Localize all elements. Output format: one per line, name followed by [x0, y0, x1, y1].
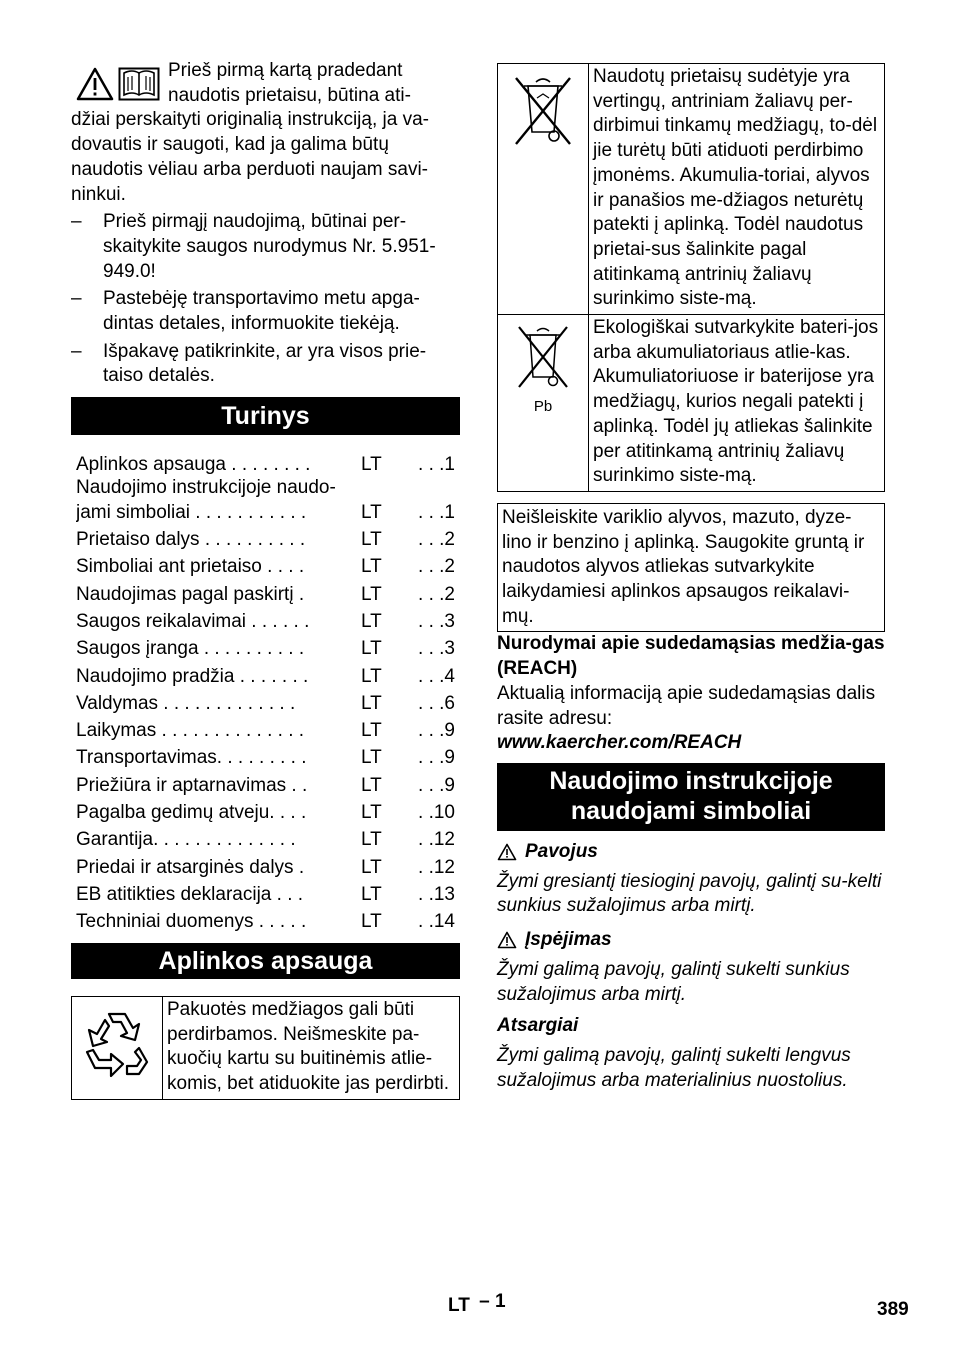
toc-lang: LT [361, 856, 382, 878]
toc-lang: LT [361, 665, 382, 687]
toc-row[interactable] [71, 880, 460, 907]
toc-title: Transportavimas. . . . . . . . . [76, 747, 307, 769]
reach-heading: Nurodymai apie sudedamąsias medžia-gas (REACH) [497, 633, 885, 680]
toc-title: Prietaiso dalys . . . . . . . . . . [76, 529, 306, 551]
toc-page: . . .2 [418, 583, 455, 605]
toc-title: Garantija. . . . . . . . . . . . . . [76, 829, 296, 851]
intro-line2: naudotis prietaisu, būtina ati- [168, 84, 411, 106]
symbols-heading-line1: Naudojimo instrukcijoje [549, 766, 833, 795]
toc-title: Naudojimas pagal paskirtį . [76, 583, 305, 605]
toc-title-line2: jami simboliai . . . . . . . . . . . [76, 501, 307, 523]
toc-row[interactable] [71, 662, 460, 689]
battery-text: Ekologiškai sutvarkykite bateri-jos arba akumuliatoriaus atlie-kas. Akumuliatoriuose ir baterijose yra medžiagų, kurios negali patekti į aplinką. Todėl jų atliekas šalinkite per atitinkamą antrinių žaliavų surinkimo siste-mą. [589, 315, 885, 492]
intro [71, 59, 460, 207]
crossed-bin-battery-icon [513, 323, 573, 391]
dash: – [71, 340, 82, 362]
toc-title: Simboliai ant prietaiso . . . . [76, 556, 305, 578]
intro-line1: Prieš pirmą kartą pradedant [168, 60, 403, 81]
old-devices-text: Naudotų prietaisų sudėtyje yra vertingų, antriniam žaliavų per-dirbimui tinkamų medžiagų, to-dėl jie turėtų būti atiduoti perdirbimo įmonėms. Akumulia-toriai, alyvos ir panašios me-džiagos neturėtų patekti į aplinką. Todėl naudotus prietai-sus šalinkite pagal atitinkamą antrinių žaliavų surinkimo siste-mą. [589, 64, 885, 315]
bullet-item [71, 340, 460, 389]
toc-row[interactable] [71, 798, 460, 825]
symbols-heading-line2: naudojami simboliai [570, 796, 812, 825]
manual-book-icon [118, 67, 160, 101]
warning-heading [497, 928, 885, 953]
toc-page: . .12 [418, 856, 455, 878]
oil-notice: Neišleiskite variklio alyvos, mazuto, dyze-lino ir benzino į aplinką. Saugokite gruntą ir naudotos alyvos atliekas sutvarkykite laikydamiesi aplinkos apsaugos reikalavi-mų. [497, 503, 885, 633]
toc-page: . . .2 [418, 529, 455, 551]
right-column [497, 63, 885, 1093]
bullet-item [71, 287, 460, 336]
toc-lang: LT [361, 802, 382, 823]
toc-page: . .10 [418, 802, 455, 823]
footer-lang: LT [448, 1295, 470, 1316]
danger-heading [497, 840, 885, 865]
toc-page: . . .9 [418, 720, 455, 742]
toc-row[interactable] [71, 853, 460, 880]
toc-title: Aplinkos apsauga . . . . . . . . [76, 453, 311, 475]
toc-title: Pagalba gedimų atveju. . . . [76, 802, 307, 823]
toc-page: . .12 [418, 829, 455, 851]
toc-lang: LT [361, 453, 382, 475]
toc-lang: LT [361, 583, 382, 605]
toc-row[interactable] [71, 744, 460, 771]
danger-text: Žymi gresiantį tiesioginį pavojų, galintį su-kelti sunkius sužalojimus arba mirtį. [497, 870, 882, 917]
toc-lang: LT [361, 610, 382, 632]
toc-title: Valdymas . . . . . . . . . . . . . [76, 692, 296, 714]
dash: – [71, 288, 82, 310]
toc-title: Saugos įranga . . . . . . . . . . [76, 638, 305, 660]
warning-triangle-icon [497, 931, 517, 949]
toc-row[interactable] [71, 580, 460, 607]
toc-title: Techniniai duomenys . . . . . [76, 911, 307, 933]
crossed-bin-icon [510, 72, 576, 148]
toc-row[interactable] [71, 525, 460, 552]
toc-title: Priedai ir atsarginės dalys . [76, 856, 305, 878]
warning-triangle-icon [497, 843, 517, 861]
toc-page: . .14 [418, 911, 455, 933]
toc-title: Priežiūra ir aptarnavimas . . [76, 774, 308, 796]
footer-page-label [448, 1291, 506, 1319]
toc-lang: LT [361, 911, 382, 933]
toc-page: . . .3 [418, 638, 455, 660]
toc-row[interactable] [71, 553, 460, 580]
intro-bullets [71, 210, 460, 389]
caution-label: Atsargiai [497, 1015, 579, 1037]
environment-heading: Aplinkos apsauga [71, 943, 460, 979]
warning-text: Žymi galimą pavojų, galintį sukelti sunkius sužalojimus arba mirtį. [497, 958, 850, 1005]
recycle-icon [79, 1006, 155, 1082]
battery-label: Pb [533, 397, 553, 415]
disposal-table [497, 63, 885, 492]
toc-lang: LT [361, 829, 382, 851]
warning-label: Įspėjimas [525, 929, 612, 951]
toc-page: . . .4 [418, 665, 455, 687]
toc-title [76, 476, 361, 525]
reach-text: Aktualią informaciją apie sudedamąsias dalis rasite adresu: [497, 682, 876, 729]
toc-lang: LT [361, 720, 382, 742]
toc-row[interactable] [71, 717, 460, 744]
bullet-text: Išpakavę patikrinkite, ar yra visos prie-taiso detalės. [103, 340, 427, 387]
footer-sep: – 1 [479, 1291, 506, 1312]
toc-page: . . .2 [418, 556, 455, 578]
bullet-item [71, 210, 460, 284]
table-of-contents [71, 450, 460, 935]
intro-text: džiai perskaityti originalią instrukciją, ja va-dovautis ir saugoti, kad ja galima būtų naudotis vėliau arba perduoti naujam savi-ninkui. [71, 109, 429, 205]
toc-title: Naudojimo pradžia . . . . . . . [76, 665, 309, 687]
toc-title: Saugos reikalavimai . . . . . . [76, 610, 310, 632]
toc-page: . . .9 [418, 747, 455, 769]
packaging-box [71, 996, 460, 1100]
toc-page: . . .3 [418, 610, 455, 632]
toc-lang: LT [361, 638, 382, 660]
toc-row[interactable] [71, 450, 460, 477]
toc-page: . . .1 [418, 453, 455, 475]
symbols-heading [497, 763, 885, 831]
intro-icons [76, 67, 160, 101]
toc-lang: LT [361, 774, 382, 796]
toc-lang: LT [361, 883, 382, 905]
toc-title-line1: Naudojimo instrukcijoje naudo- [76, 477, 336, 499]
packaging-text: Pakuotės medžiagos gali būti perdirbamos. Neišmeskite pa-kuočių kartu su buitinėmis atlie-komis, bet atiduokite jas perdirbti. [163, 996, 460, 1099]
toc-lang: LT [361, 529, 382, 551]
recycle-cell [72, 996, 163, 1099]
page-number: 389 [877, 1299, 909, 1320]
dash: – [71, 211, 82, 233]
warning-triangle-icon [76, 67, 114, 101]
toc-row[interactable] [71, 689, 460, 716]
battery-cell [498, 315, 589, 492]
danger-label: Pavojus [525, 840, 598, 862]
toc-heading: Turinys [71, 397, 460, 435]
left-column [71, 59, 460, 1100]
toc-row[interactable] [71, 826, 460, 853]
toc-row[interactable] [71, 477, 460, 525]
reach-link[interactable]: www.kaercher.com/REACH [497, 732, 742, 754]
toc-lang: LT [361, 556, 382, 578]
weee-cell [498, 64, 589, 315]
toc-page: . .13 [418, 883, 455, 905]
caution-text: Žymi galimą pavojų, galintį sukelti lengvus sužalojimus arba materialinius nuostolius. [497, 1044, 851, 1091]
bullet-text: Prieš pirmąjį naudojimą, būtinai per-skaitykite saugos nurodymus Nr. 5.951-949.0! [103, 211, 436, 282]
toc-row[interactable] [71, 771, 460, 798]
toc-title: EB atitikties deklaracija . . . [76, 883, 304, 905]
toc-lang: LT [361, 501, 382, 523]
bullet-text: Pastebėję transportavimo metu apga-dintas detales, informuokite tiekėją. [103, 288, 420, 335]
toc-row[interactable] [71, 607, 460, 634]
toc-lang: LT [361, 747, 382, 769]
toc-row[interactable] [71, 635, 460, 662]
toc-page: . . .9 [418, 774, 455, 796]
toc-title: Laikymas . . . . . . . . . . . . . . [76, 720, 305, 742]
toc-lang: LT [361, 692, 382, 714]
toc-row[interactable] [71, 908, 460, 935]
toc-page: . . .1 [418, 501, 455, 523]
toc-page: . . .6 [418, 692, 455, 714]
